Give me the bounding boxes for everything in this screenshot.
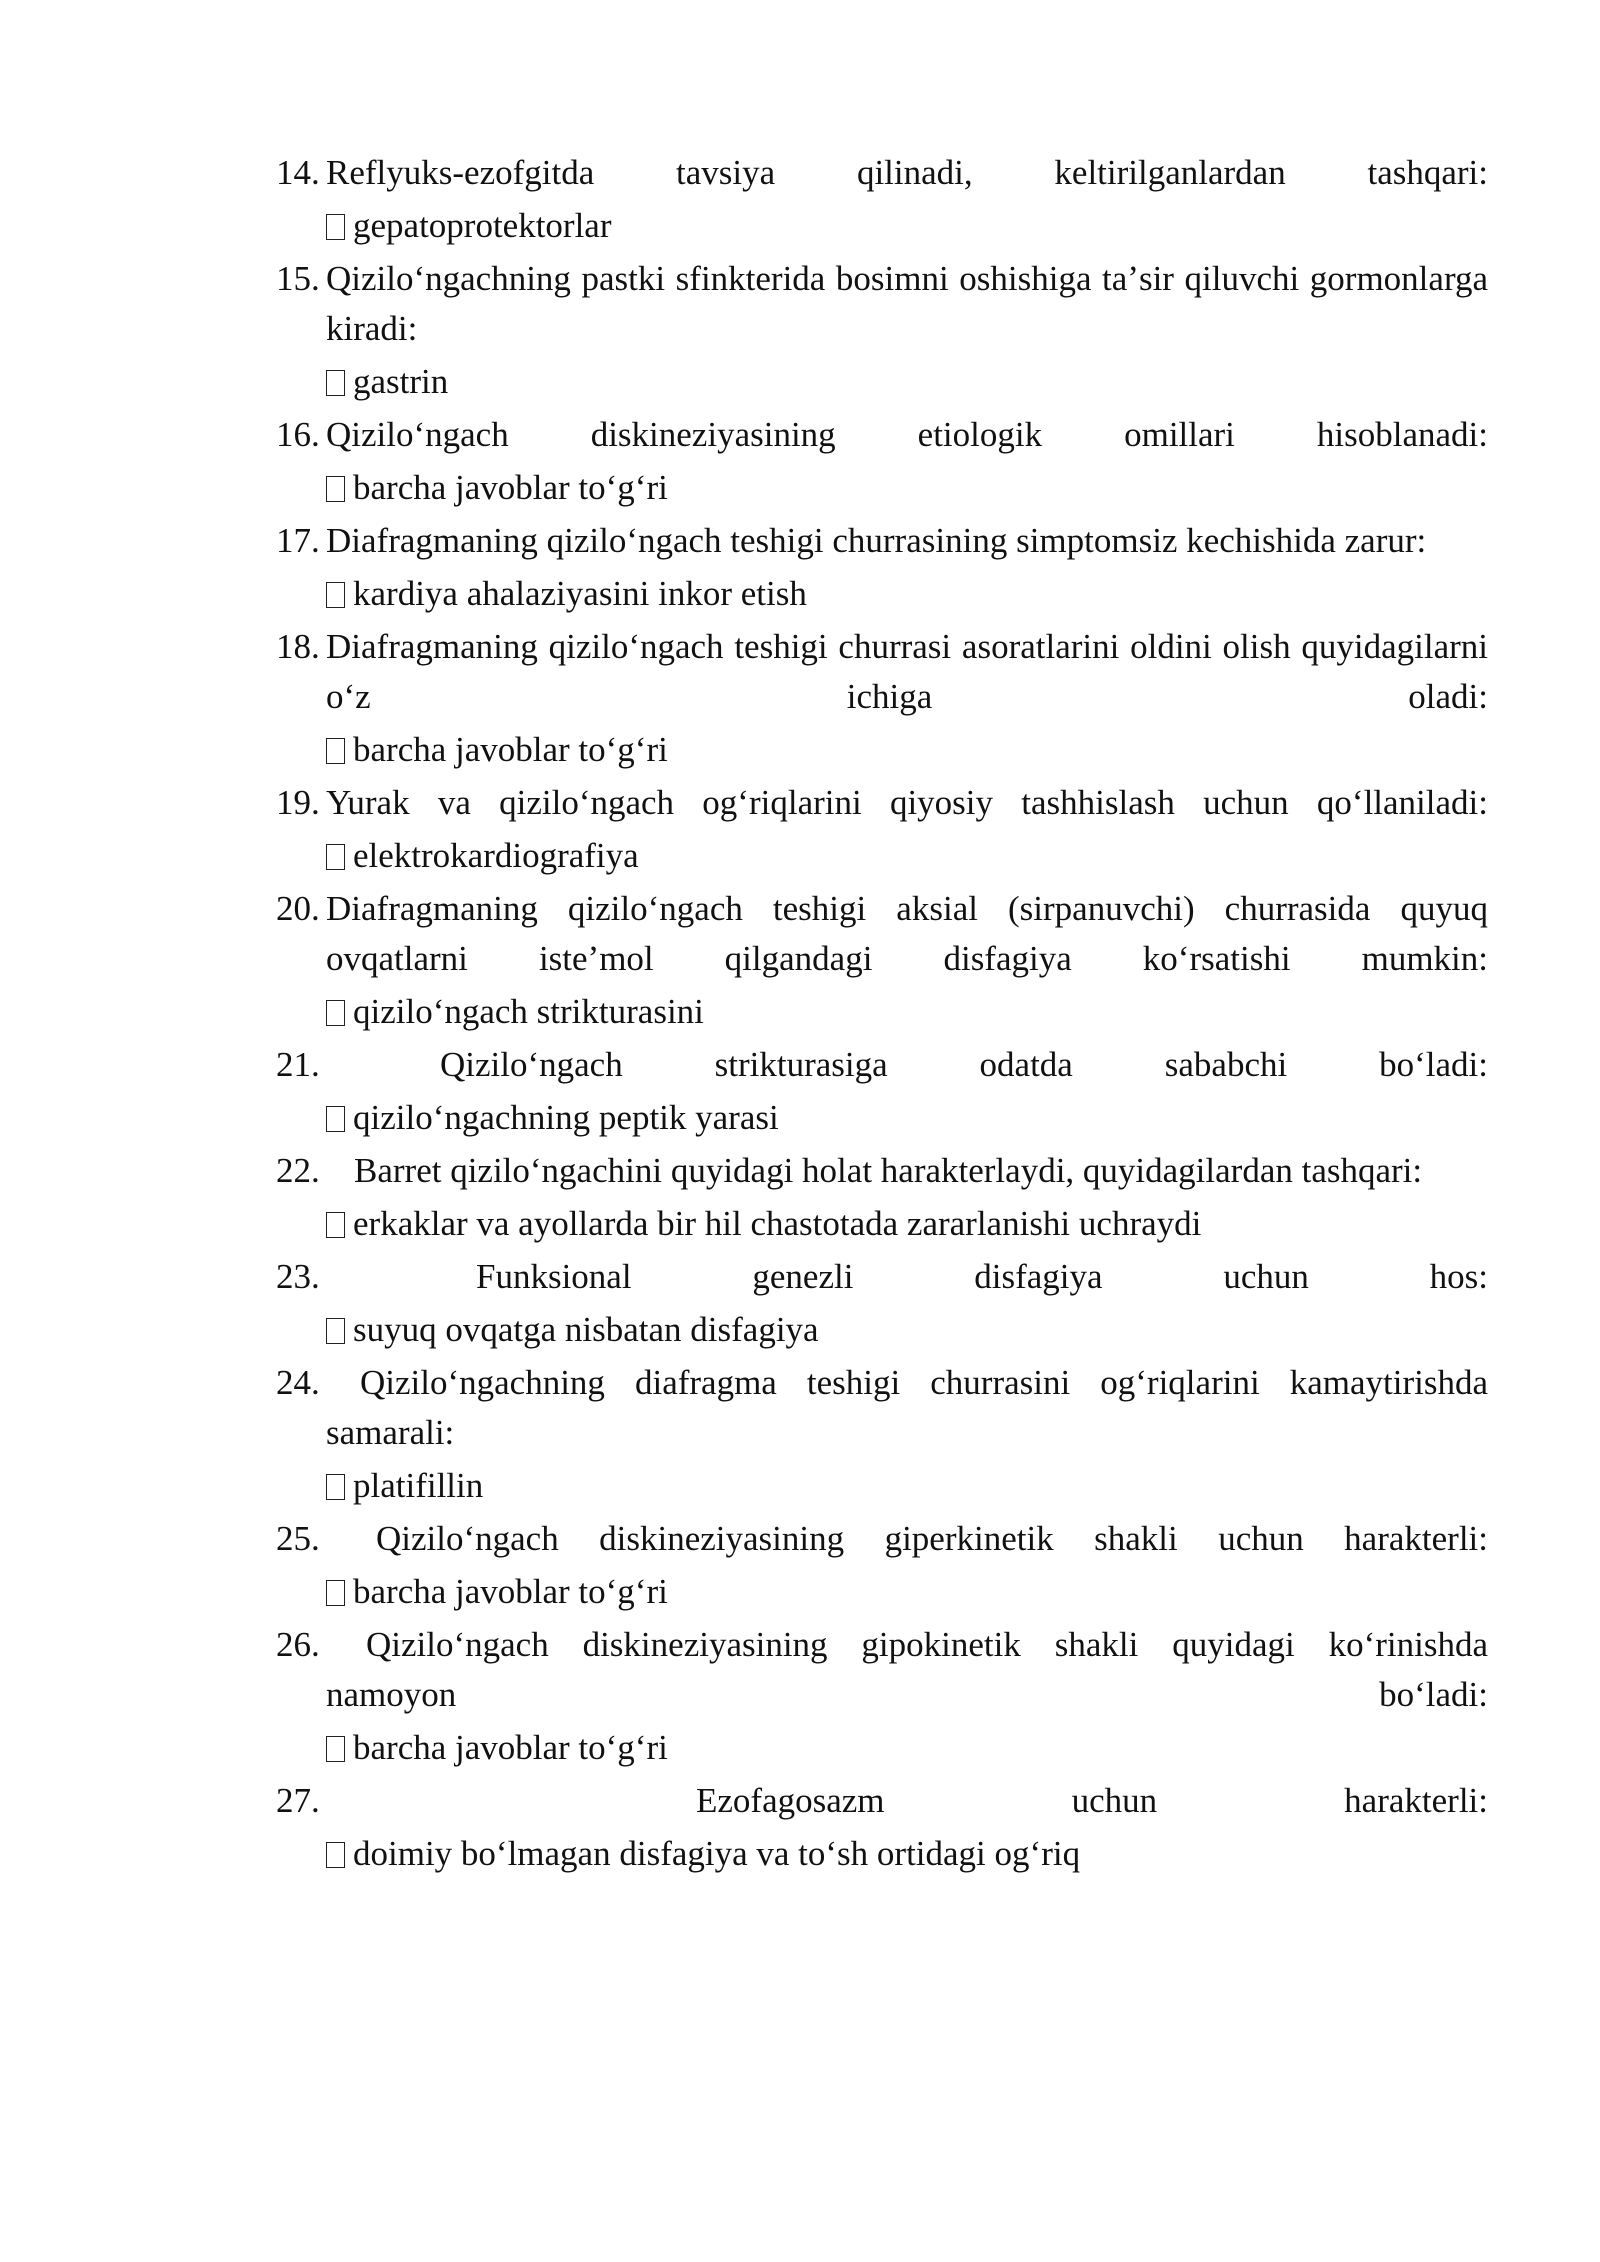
answer-box-icon: [326, 738, 345, 764]
question-text: Qiziloʻngach diskineziyasining giperkinetik shakli uchun harakterli:: [376, 1519, 1488, 1558]
answer-line: [326, 1826, 1488, 1882]
answer-box-icon: [326, 1000, 345, 1026]
answer-box-icon: [326, 1580, 345, 1606]
question-number: 25.: [276, 1519, 320, 1558]
question-number: 14.: [276, 153, 320, 192]
question-number: 23.: [276, 1257, 320, 1296]
question-item: [276, 148, 1488, 198]
answer-text: barcha javoblar toʻgʻri: [353, 730, 668, 769]
answer-box-icon: [326, 214, 345, 240]
answer-box-icon: [326, 370, 345, 396]
question-text: Qiziloʻngach strikturasiga odatda sababchi boʻladi:: [440, 1045, 1488, 1084]
answer-line: [326, 354, 1488, 410]
answer-line: [326, 1564, 1488, 1620]
question-text: Diafragmaning qiziloʻngach teshigi churrasining simptomsiz kechishida zarur:: [326, 521, 1427, 560]
answer-text: platifillin: [353, 1466, 484, 1505]
question-item: [276, 778, 1488, 828]
answer-box-icon: [326, 1318, 345, 1344]
answer-line: [326, 1196, 1488, 1252]
answer-line: [326, 828, 1488, 884]
question-text: Yurak va qiziloʻngach ogʻriqlarini qiyosiy tashhislash uchun qoʻllaniladi:: [326, 783, 1488, 822]
answer-box-icon: [326, 844, 345, 870]
question-number: 26.: [276, 1625, 320, 1664]
answer-text: gepatoprotektorlar: [353, 206, 612, 245]
answer-line: [326, 460, 1488, 516]
answer-text: qiziloʻngach strikturasini: [353, 992, 704, 1031]
answer-line: [326, 566, 1488, 622]
question-text: Reflyuks-ezofgitda tavsiya qilinadi, keltirilganlardan tashqari:: [326, 153, 1488, 192]
question-list: [276, 148, 1488, 1882]
question-text: Diafragmaning qiziloʻngach teshigi aksial (sirpanuvchi) churrasida quyuq ovqatlarni isteʼmol qilgandagi disfagiya koʻrsatishi mumkin:: [326, 889, 1488, 978]
question-text: Qiziloʻngach diskineziyasining gipokinetik shakli quyidagi koʻrinishda namoyon boʻladi:: [326, 1625, 1488, 1714]
question-item: [276, 1620, 1488, 1720]
answer-box-icon: [326, 1106, 345, 1132]
question-number: 15.: [276, 259, 320, 298]
answer-text: erkaklar va ayollarda bir hil chastotada zararlanishi uchraydi: [353, 1204, 1202, 1243]
answer-text: qiziloʻngachning peptik yarasi: [353, 1098, 779, 1137]
answer-line: [326, 1720, 1488, 1776]
question-text: Funksional genezli disfagiya uchun hos:: [476, 1257, 1488, 1296]
question-item: [276, 622, 1488, 722]
question-number: 19.: [276, 783, 320, 822]
question-item: [276, 516, 1488, 566]
question-text: Qiziloʻngach diskineziyasining etiologik omillari hisoblanadi:: [326, 415, 1488, 454]
answer-line: [326, 984, 1488, 1040]
question-text: Diafragmaning qiziloʻngach teshigi churrasi asoratlarini oldini olish quyidagilarni oʻz ichiga oladi:: [326, 627, 1488, 716]
question-text: Ezofagosazm uchun harakterli:: [696, 1781, 1488, 1820]
question-item: [276, 1040, 1488, 1090]
question-item: [276, 1358, 1488, 1458]
question-number: 16.: [276, 415, 320, 454]
question-number: 27.: [276, 1781, 320, 1820]
question-item: [276, 1514, 1488, 1564]
answer-text: gastrin: [353, 362, 449, 401]
question-number: 21.: [276, 1045, 320, 1084]
answer-box-icon: [326, 1736, 345, 1762]
answer-box-icon: [326, 1842, 345, 1868]
question-item: [276, 410, 1488, 460]
answer-text: doimiy boʻlmagan disfagiya va toʻsh ortidagi ogʻriq: [353, 1834, 1081, 1873]
question-item: [276, 1776, 1488, 1826]
question-number: 22.: [276, 1151, 320, 1190]
question-text: Barret qiziloʻngachini quyidagi holat harakterlaydi, quyidagilardan tashqari:: [354, 1151, 1423, 1190]
answer-box-icon: [326, 1212, 345, 1238]
question-item: [276, 1146, 1488, 1196]
answer-text: kardiya ahalaziyasini inkor etish: [353, 574, 807, 613]
question-number: 24.: [276, 1363, 320, 1402]
question-text: Qiziloʻngachning pastki sfinkterida bosimni oshishiga taʼsir qiluvchi gormonlarga kiradi:: [326, 259, 1488, 348]
answer-text: barcha javoblar toʻgʻri: [353, 1572, 668, 1611]
answer-text: elektrokardiografiya: [353, 836, 639, 875]
answer-text: barcha javoblar toʻgʻri: [353, 1728, 668, 1767]
question-number: 17.: [276, 521, 320, 560]
answer-box-icon: [326, 1474, 345, 1500]
answer-text: suyuq ovqatga nisbatan disfagiya: [353, 1310, 819, 1349]
answer-box-icon: [326, 476, 345, 502]
answer-text: barcha javoblar toʻgʻri: [353, 468, 668, 507]
answer-line: [326, 722, 1488, 778]
answer-line: [326, 198, 1488, 254]
question-text: Qiziloʻngachning diafragma teshigi churrasini ogʻriqlarini kamaytirishda samarali:: [326, 1363, 1488, 1452]
answer-line: [326, 1302, 1488, 1358]
question-number: 20.: [276, 889, 320, 928]
answer-line: [326, 1458, 1488, 1514]
question-number: 18.: [276, 627, 320, 666]
question-item: [276, 884, 1488, 984]
question-item: [276, 1252, 1488, 1302]
answer-line: [326, 1090, 1488, 1146]
question-item: [276, 254, 1488, 354]
answer-box-icon: [326, 582, 345, 608]
